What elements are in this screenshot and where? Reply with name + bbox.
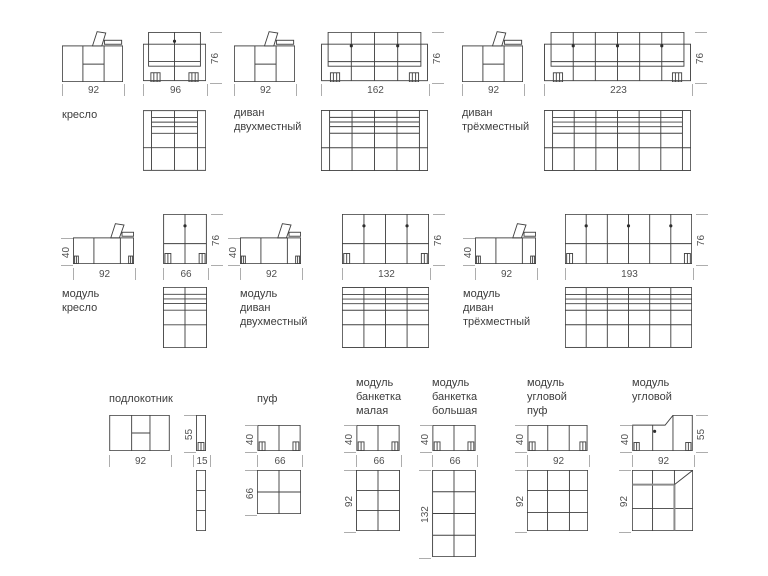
divan3-top-view	[544, 110, 691, 171]
banketka-big-label	[432, 376, 477, 418]
kreslo-height-dimension	[210, 32, 222, 84]
label-line: малая	[356, 405, 389, 417]
banketka-small-front-view	[356, 425, 400, 451]
dimension-value: 66	[274, 455, 286, 467]
corner-pouf-label	[527, 376, 567, 418]
module-kreslo-top-view	[163, 287, 207, 348]
dimension-value: 15	[196, 455, 208, 467]
divan2-front-view	[321, 32, 428, 82]
dimension-value: 76	[695, 52, 707, 64]
module-kreslo-height-dimension	[211, 214, 223, 266]
kreslo-front-view	[143, 32, 206, 82]
dimension-value: 76	[433, 234, 445, 246]
banketka-small-top-depth-dimension	[344, 470, 356, 533]
banketka-small-front-width-dimension	[356, 455, 402, 467]
dimension-value: 40	[620, 433, 632, 445]
module-divan2-front-width-dimension	[342, 268, 431, 280]
module-divan3-label	[463, 287, 530, 329]
armrest-side-width-dimension	[109, 455, 172, 467]
dimension-value: 92	[619, 495, 631, 508]
label-line: диван	[240, 302, 271, 314]
dimension-value: 92	[98, 268, 111, 280]
module-kreslo-side-view	[73, 223, 134, 264]
label-line: трёхместный	[463, 316, 531, 328]
label-line: модуль	[463, 288, 501, 300]
module-kreslo-front-width-dimension	[163, 268, 209, 280]
divan2-top-view	[321, 110, 428, 171]
corner-module-back-height-dimension	[696, 415, 708, 453]
dimension-value: 55	[184, 428, 196, 440]
banketka-big-top-depth-dimension	[419, 470, 431, 559]
dimension-value: 66	[373, 455, 385, 467]
label-line: модуль	[432, 377, 470, 389]
dimension-value: 92	[657, 455, 670, 467]
dimension-value: 92	[515, 495, 527, 508]
dimension-value: 40	[463, 246, 475, 258]
pouf-height-dimension	[245, 425, 257, 453]
corner-pouf-front-width-dimension	[527, 455, 590, 467]
module-divan3-front-view	[565, 214, 692, 264]
pouf-front-view	[257, 425, 301, 451]
label-line: подлокотник	[109, 393, 173, 405]
pouf-top-view	[257, 470, 301, 514]
divan2-side-width-dimension	[234, 84, 297, 96]
corner-module-front-width-dimension	[632, 455, 695, 467]
armrest-front-view	[196, 415, 206, 451]
label-line: большая	[432, 405, 478, 417]
dimension-value: 40	[344, 433, 356, 445]
corner-module-front-view	[632, 415, 693, 451]
dimension-value: 193	[621, 268, 638, 280]
label-line: двухместный	[240, 316, 308, 328]
banketka-big-front-view	[432, 425, 476, 451]
label-line: двухместный	[234, 121, 302, 133]
module-divan3-front-width-dimension	[565, 268, 694, 280]
dimension-value: 66	[449, 455, 461, 467]
module-kreslo-seat-height-dimension	[61, 238, 73, 266]
label-line: кресло	[62, 302, 98, 314]
label-line: модуль	[527, 377, 565, 389]
pouf-front-width-dimension	[257, 455, 303, 467]
dimension-value: 132	[378, 268, 395, 280]
divan3-side-view	[462, 31, 523, 82]
corner-module-top-view	[632, 470, 693, 531]
dimension-value: 92	[552, 455, 565, 467]
module-kreslo-label	[62, 287, 99, 315]
dimension-value: 92	[487, 84, 500, 96]
corner-module-top-depth-dimension	[619, 470, 631, 533]
corner-pouf-front-view	[527, 425, 588, 451]
pouf-label	[257, 392, 277, 406]
label-line: трёхместный	[462, 121, 530, 133]
pouf-top-depth-dimension	[245, 470, 257, 516]
dimension-value: 223	[610, 84, 627, 96]
label-line: диван	[462, 107, 493, 119]
kreslo-label	[62, 108, 97, 122]
dimension-value: 92	[500, 268, 513, 280]
kreslo-side-width-dimension	[62, 84, 125, 96]
module-divan3-height-dimension	[696, 214, 708, 266]
divan2-height-dimension	[432, 32, 444, 84]
armrest-top-view	[196, 470, 206, 531]
armrest-front-width-dimension	[193, 455, 211, 467]
dimension-value: 40	[61, 246, 73, 258]
label-line: банкетка	[432, 391, 478, 403]
dimension-value: 40	[420, 433, 432, 445]
dimension-value: 40	[245, 433, 257, 445]
dimension-value: 55	[696, 428, 708, 440]
label-line: пуф	[257, 393, 278, 405]
armrest-label	[109, 392, 173, 406]
module-divan3-top-view	[565, 287, 692, 348]
module-divan2-top-view	[342, 287, 429, 348]
banketka-big-front-width-dimension	[432, 455, 478, 467]
corner-module-front-height-dimension	[620, 425, 632, 453]
module-divan3-seat-height-dimension	[463, 238, 475, 266]
label-line: угловой	[632, 391, 672, 403]
corner-pouf-top-view	[527, 470, 588, 531]
label-line: модуль	[240, 288, 278, 300]
divan3-side-width-dimension	[462, 84, 525, 96]
module-kreslo-side-width-dimension	[73, 268, 136, 280]
corner-pouf-height-dimension	[515, 425, 527, 453]
kreslo-top-view	[143, 110, 206, 171]
divan3-front-view	[544, 32, 691, 82]
module-kreslo-front-view	[163, 214, 207, 264]
dimension-value: 92	[344, 495, 356, 508]
module-divan3-side-width-dimension	[475, 268, 538, 280]
label-line: кресло	[62, 109, 98, 121]
dimension-value: 76	[211, 234, 223, 246]
armrest-side-view	[109, 415, 170, 451]
banketka-small-label	[356, 376, 401, 418]
dimension-value: 66	[245, 487, 257, 499]
dimension-value: 96	[169, 84, 182, 96]
module-divan2-label	[240, 287, 307, 329]
module-divan2-side-view	[240, 223, 301, 264]
module-divan2-side-width-dimension	[240, 268, 303, 280]
banketka-big-height-dimension	[420, 425, 432, 453]
kreslo-front-width-dimension	[143, 84, 208, 96]
divan2-label	[234, 106, 301, 134]
label-line: угловой	[527, 391, 567, 403]
dimension-value: 76	[210, 52, 222, 64]
dimension-value: 66	[180, 268, 192, 280]
divan3-label	[462, 106, 529, 134]
label-line: модуль	[62, 288, 100, 300]
module-divan2-height-dimension	[433, 214, 445, 266]
label-line: диван	[463, 302, 494, 314]
module-divan2-front-view	[342, 214, 429, 264]
banketka-small-top-view	[356, 470, 400, 531]
divan3-height-dimension	[695, 32, 707, 84]
divan3-front-width-dimension	[544, 84, 693, 96]
module-divan3-side-view	[475, 223, 536, 264]
label-line: диван	[234, 107, 265, 119]
dimension-value: 40	[228, 246, 240, 258]
banketka-big-top-view	[432, 470, 476, 557]
divan2-front-width-dimension	[321, 84, 430, 96]
kreslo-side-view	[62, 31, 123, 82]
dimension-value: 40	[515, 433, 527, 445]
dimension-value: 76	[696, 234, 708, 246]
dimension-value: 92	[134, 455, 147, 467]
divan2-side-view	[234, 31, 295, 82]
banketka-small-height-dimension	[344, 425, 356, 453]
corner-module-label	[632, 376, 672, 404]
label-line: пуф	[527, 405, 548, 417]
armrest-height-dimension	[184, 415, 196, 453]
label-line: банкетка	[356, 391, 402, 403]
dimension-value: 92	[259, 84, 272, 96]
corner-pouf-top-depth-dimension	[515, 470, 527, 533]
label-line: модуль	[632, 377, 670, 389]
dimension-value: 132	[419, 506, 431, 523]
label-line: модуль	[356, 377, 394, 389]
module-divan2-seat-height-dimension	[228, 238, 240, 266]
dimension-value: 92	[265, 268, 278, 280]
dimension-value: 162	[367, 84, 384, 96]
dimension-value: 92	[87, 84, 100, 96]
dimension-value: 76	[432, 52, 444, 64]
